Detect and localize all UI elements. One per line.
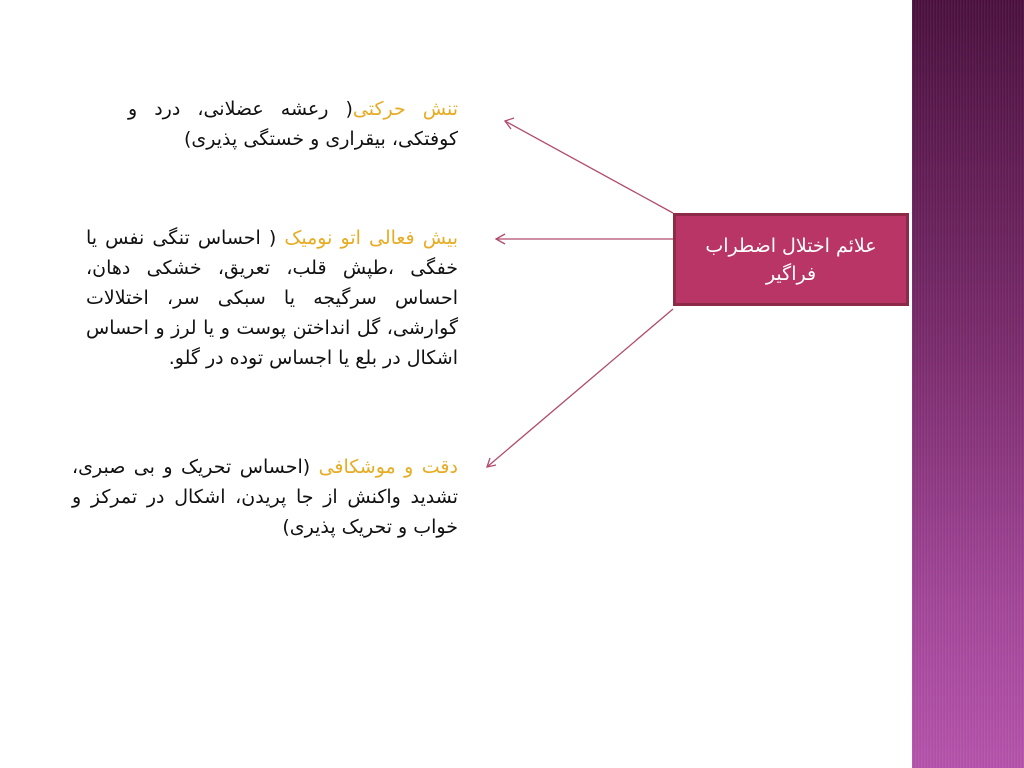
- arrow-head-1: [505, 118, 514, 129]
- item-text: ( احساس تنگی نفس یا خفگی ،طپش قلب، تعریق، خشکی دهان، احساس سرگیجه یا سبکی سر، اختلالات گوارشی، گل انداختن پوست و یا لرز و احساس اشکال در بلع یا اجساس توده در گلو.: [86, 227, 458, 369]
- item-motor-tension: [128, 94, 458, 154]
- arrow-head-3: [487, 458, 496, 467]
- arrow-to-item-3: [487, 309, 673, 467]
- title-box: [673, 213, 909, 306]
- arrow-to-item-1: [505, 121, 673, 213]
- item-highlight: دقت و موشکافی: [318, 456, 458, 478]
- item-autonomic-hyperactivity: [86, 223, 458, 373]
- title-box-text: علائم اختلال اضطراب فراگیر: [705, 234, 877, 285]
- item-highlight: بیش فعالی اتو نومیک: [284, 227, 458, 249]
- item-highlight: تنش حرکتی: [352, 98, 458, 120]
- item-vigilance: [72, 452, 458, 542]
- arrow-head-2: [496, 234, 505, 244]
- item-text: (احساس تحریک و بی صبری، تشدید واکنش از جا پریدن، اشکال در تمرکز و خواب و تحریک پذیری): [72, 456, 458, 538]
- item-text: ( رعشه عضلانی، درد و کوفتکی، بیقراری و خستگی پذیری): [128, 98, 458, 150]
- decorative-side-bar: [912, 0, 1024, 768]
